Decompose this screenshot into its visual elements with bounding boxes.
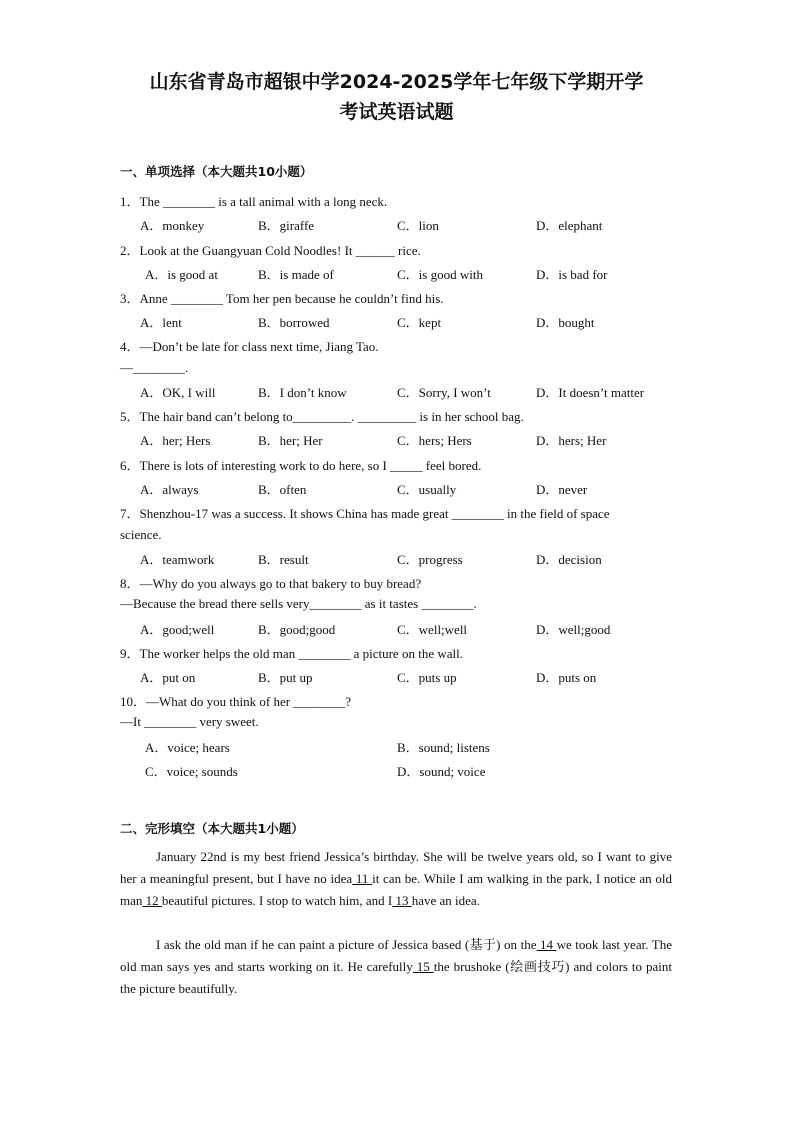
title-line-2: 考试英语试题 bbox=[339, 101, 454, 123]
answer-option-b: B．giraffe bbox=[258, 218, 315, 233]
answer-option-d: D．is bad for bbox=[536, 267, 608, 282]
answer-option-d: D．sound; voice bbox=[397, 764, 486, 779]
question-stem: 9．The worker helps the old man ________ a picture on the wall. bbox=[120, 646, 463, 661]
answer-option-c: C．well;well bbox=[397, 622, 468, 637]
cloze-text: beautiful pictures. I stop to watch him, and I bbox=[161, 893, 393, 908]
cloze-blank-12: 12 bbox=[142, 893, 162, 908]
answer-option-c: C．kept bbox=[397, 315, 442, 330]
cloze-text: the brushoke (绘画技巧) and colors to paint the picture beautifully. bbox=[120, 959, 672, 996]
question-stem-continued: —________. bbox=[120, 360, 189, 375]
answer-option-c: C．usually bbox=[397, 482, 457, 497]
answer-option-c: C．lion bbox=[397, 218, 439, 233]
answer-option-d: D．never bbox=[536, 482, 588, 497]
answer-option-b: B．I don’t know bbox=[258, 385, 347, 400]
answer-option-b: B．often bbox=[258, 482, 307, 497]
answer-option-a: A．OK, I will bbox=[140, 385, 216, 400]
answer-option-c: C．is good with bbox=[397, 267, 483, 282]
answer-option-b: B．sound; listens bbox=[397, 740, 490, 755]
section-heading-single-choice: 一、单项选择（本大题共10小题） bbox=[120, 164, 313, 179]
question-stem: 6．There is lots of interesting work to do here, so I _____ feel bored. bbox=[120, 458, 482, 473]
section-heading-cloze: 二、完形填空（本大题共1小题） bbox=[120, 821, 304, 836]
question-stem: 8．—Why do you always go to that bakery to buy bread? bbox=[120, 576, 422, 591]
cloze-text: January 22nd is my best friend Jessica’s birthday. She will be twelve years old, so I want to give her a meaningful present, but I have no idea bbox=[120, 849, 672, 886]
question-stem: 5．The hair band can’t belong to_________. _________ is in her school bag. bbox=[120, 409, 524, 424]
answer-option-c: C．Sorry, I won’t bbox=[397, 385, 491, 400]
question-stem-continued: science. bbox=[120, 527, 162, 542]
answer-option-b: B．good;good bbox=[258, 622, 336, 637]
answer-option-b: B．result bbox=[258, 552, 309, 567]
answer-option-a: A．put on bbox=[140, 670, 196, 685]
answer-option-c: C．puts up bbox=[397, 670, 457, 685]
cloze-blank-11: 11 bbox=[352, 871, 373, 886]
question-stem: 4．—Don’t be late for class next time, Jiang Tao. bbox=[120, 339, 379, 354]
cloze-paragraph-1 bbox=[120, 846, 672, 912]
cloze-text: we took last year. The old man says yes and starts working on it. He carefully bbox=[120, 937, 672, 974]
question-stem: 7．Shenzhou-17 was a success. It shows China has made great ________ in the field of space bbox=[120, 506, 610, 521]
answer-option-c: C．voice; sounds bbox=[145, 764, 238, 779]
answer-option-d: D．well;good bbox=[536, 622, 611, 637]
answer-option-b: B．her; Her bbox=[258, 433, 323, 448]
answer-option-a: A．monkey bbox=[140, 218, 205, 233]
cloze-blank-14: 14 bbox=[536, 937, 557, 952]
cloze-blank-15: 15 bbox=[412, 959, 434, 974]
answer-option-d: D．elephant bbox=[536, 218, 603, 233]
answer-option-c: C．hers; Hers bbox=[397, 433, 472, 448]
title-line-1: 山东省青岛市超银中学2024-2025学年七年级下学期开学 bbox=[149, 71, 644, 93]
answer-option-d: D．bought bbox=[536, 315, 595, 330]
answer-option-a: A．always bbox=[140, 482, 199, 497]
answer-option-b: B．is made of bbox=[258, 267, 334, 282]
question-stem: 2．Look at the Guangyuan Cold Noodles! It ______ rice. bbox=[120, 243, 421, 258]
answer-option-b: B．borrowed bbox=[258, 315, 330, 330]
answer-option-b: B．put up bbox=[258, 670, 313, 685]
cloze-text: have an idea. bbox=[411, 893, 480, 908]
question-stem-continued: —It ________ very sweet. bbox=[120, 714, 259, 729]
cloze-text: I ask the old man if he can paint a picture of Jessica based (基于) on the bbox=[156, 937, 537, 952]
answer-option-a: A．good;well bbox=[140, 622, 215, 637]
answer-option-c: C．progress bbox=[397, 552, 463, 567]
question-stem: 1．The ________ is a tall animal with a long neck. bbox=[120, 194, 388, 209]
answer-option-a: A．lent bbox=[140, 315, 182, 330]
answer-option-a: A．teamwork bbox=[140, 552, 215, 567]
answer-option-d: D．puts on bbox=[536, 670, 597, 685]
answer-option-d: D．It doesn’t matter bbox=[536, 385, 645, 400]
answer-option-a: A．her; Hers bbox=[140, 433, 211, 448]
answer-option-d: D．hers; Her bbox=[536, 433, 607, 448]
answer-option-a: A．voice; hears bbox=[145, 740, 230, 755]
question-stem-continued: —Because the bread there sells very________ as it tastes ________. bbox=[120, 596, 477, 611]
cloze-text: it can be. While I am walking in the park, I notice an old man bbox=[120, 871, 672, 908]
cloze-paragraph-2 bbox=[120, 934, 672, 1000]
answer-option-a: A．is good at bbox=[145, 267, 218, 282]
question-stem: 10．—What do you think of her ________? bbox=[120, 694, 352, 709]
answer-option-d: D．decision bbox=[536, 552, 602, 567]
cloze-blank-13: 13 bbox=[392, 893, 412, 908]
question-stem: 3．Anne ________ Tom her pen because he couldn’t find his. bbox=[120, 291, 444, 306]
